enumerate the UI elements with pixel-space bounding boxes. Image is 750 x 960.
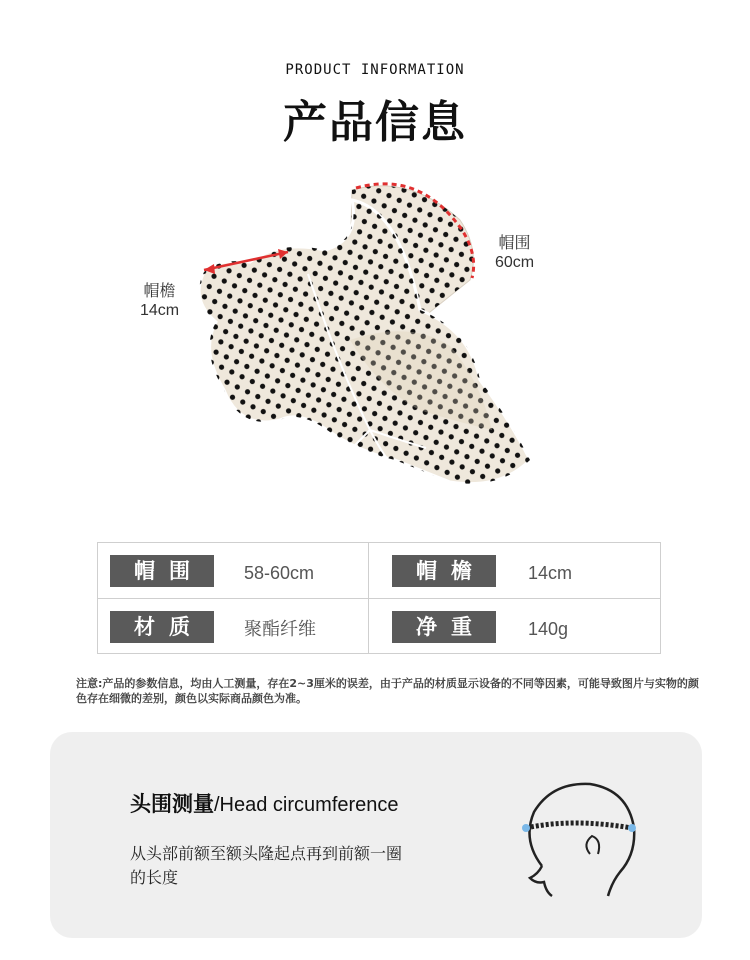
spec-value-brim: 14cm [528,563,573,583]
measurement-note: 注意:产品的参数信息，均由人工测量，存在2~3厘米的误差，由于产品的材质显示设备的不同等因素，可能导致图片与实物的颜色存在细微的差别，颜色以实际商品颜色为准。 [76,677,699,705]
circumference-callout [495,234,534,272]
page-title: 产品信息 [283,97,467,148]
circumference-label: 帽围 [498,235,531,252]
card-title-zh: 头围测量 [130,792,214,816]
card-title-en: /Head circumference [214,794,399,816]
spec-key-circumference: 帽围 [110,555,214,587]
table-row [98,599,660,654]
spec-key-brim: 帽檐 [392,555,496,587]
table-row [98,543,660,599]
brim-callout [140,282,179,320]
spec-value-material: 聚酯纤维 [244,619,316,639]
spec-value-weight: 140g [528,619,569,639]
circumference-value: 60cm [495,254,535,271]
heading-en: PRODUCT INFORMATION [285,62,465,78]
head-measure-icon [512,770,642,900]
hat-image [120,170,620,530]
brim-value: 14cm [140,302,180,319]
spec-key-material: 材质 [110,611,214,643]
spec-table [97,542,661,654]
polka-dot-hat-illustration [120,170,620,530]
spec-value-circumference: 58-60cm [244,563,315,583]
brim-label: 帽檐 [143,283,176,300]
head-circumference-card [50,732,702,938]
spec-key-weight: 净重 [392,611,496,643]
card-title [130,788,399,818]
card-description: 从头部前额至额头隆起点再到前额一圈的长度 [130,844,403,887]
